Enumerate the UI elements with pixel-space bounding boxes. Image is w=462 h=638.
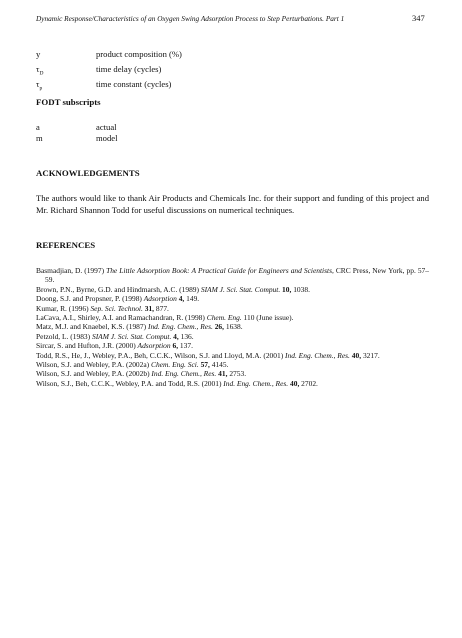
reference-journal: Ind. Eng. Chem., Res.: [285, 350, 350, 360]
reference-details: 877.: [154, 303, 169, 313]
reference-title: The Little Adsorption Book: A Practical Guide for Engineers and Scientists,: [106, 266, 334, 275]
reference-details: 2702.: [299, 378, 318, 388]
reference-item: [36, 285, 429, 294]
reference-authors: Brown, P.N., Byrne, G.D. and Hindmarsh, A.C. (1989): [36, 284, 201, 294]
reference-item: [36, 351, 429, 360]
reference-details: 1638.: [224, 322, 243, 332]
reference-authors: LaCava, A.I., Shirley, A.I. and Ramachandran, R. (1998): [36, 313, 207, 323]
reference-details: CRC Press, New York, pp. 57–59.: [45, 266, 429, 285]
running-title: Dynamic Response/Characteristics of an Oxygen Swing Adsorption Process to Step Perturbations. Part 1: [36, 14, 345, 23]
reference-item: [36, 313, 429, 322]
reference-journal: Chem. Eng. Sci.: [151, 360, 199, 370]
reference-item: [36, 332, 429, 341]
reference-volume: 40,: [349, 350, 362, 360]
fodt-subscripts-list: [36, 122, 117, 144]
acknowledgements-text: The authors would like to thank Air Products and Chemicals Inc. for their support and funding of this project and Mr. Richard Shannon Todd for useful discussions on numerical techniques.: [36, 193, 429, 215]
reference-authors: Basmadjian, D. (1997): [36, 266, 107, 275]
reference-journal: SIAM J. Sci. Stat. Comput.: [91, 331, 172, 341]
reference-authors: Petzold, L. (1983): [36, 331, 92, 341]
subscript-entry: [36, 122, 117, 133]
reference-volume: 31,: [142, 303, 155, 313]
acknowledgements-heading: ACKNOWLEDGEMENTS: [36, 168, 140, 178]
reference-journal: Ind. Eng. Chem., Res.: [151, 369, 217, 379]
reference-journal: Sep. Sci. Technol.: [90, 303, 143, 313]
nomenclature-entry: [36, 79, 182, 94]
references-heading: REFERENCES: [36, 240, 96, 250]
reference-volume: 40,: [288, 378, 300, 388]
reference-authors: Wilson, S.J., Beh, C.C.K., Webley, P.A. and Todd, R.S. (2001): [36, 378, 224, 388]
reference-details: 149.: [184, 294, 200, 304]
fodt-subscripts-heading: FODT subscripts: [36, 97, 101, 107]
reference-volume: 57,: [198, 360, 210, 370]
reference-authors: Wilson, S.J. and Webley, P.A. (2002b): [36, 369, 152, 379]
reference-volume: 6,: [170, 341, 179, 351]
reference-details: 136.: [178, 331, 194, 341]
reference-volume: 4,: [171, 331, 179, 341]
reference-journal: Adsorption: [143, 294, 177, 304]
reference-volume: 10,: [280, 284, 292, 294]
reference-authors: Kumar, R. (1996): [36, 303, 91, 313]
reference-authors: Matz, M.J. and Knaebel, K.S. (1987): [36, 322, 148, 332]
nomenclature-symbol: y: [36, 49, 41, 59]
nomenclature-entry: [36, 49, 182, 64]
reference-journal: Chem. Eng.: [206, 313, 242, 323]
reference-details: 4145.: [209, 360, 229, 370]
reference-authors: Wilson, S.J. and Webley, P.A. (2002a): [36, 360, 151, 370]
reference-item: [36, 322, 429, 331]
reference-item: [36, 360, 429, 369]
subscript-symbol: m: [36, 133, 43, 143]
reference-item: [36, 341, 429, 350]
reference-authors: Sircar, S. and Hufton, J.R. (2000): [36, 341, 138, 351]
reference-details: 1038.: [291, 284, 310, 294]
subscript-description: actual: [96, 122, 117, 132]
reference-item: [36, 379, 429, 388]
reference-journal: Ind. Eng. Chem., Res.: [223, 378, 289, 388]
subscript-entry: [36, 133, 117, 144]
nomenclature-list: [36, 49, 182, 95]
reference-details: 137.: [178, 341, 193, 351]
references-list: [36, 266, 429, 388]
reference-volume: 41,: [216, 369, 228, 379]
reference-authors: Todd, R.S., He, J., Webley, P.A., Beh, C.C.K., Wilson, S.J. and Lloyd, M.A. (2001): [36, 350, 286, 360]
nomenclature-description: product composition (%): [96, 49, 182, 59]
nomenclature-symbol: $\tau_D$: [36, 64, 44, 77]
reference-details: 2753.: [227, 369, 247, 379]
reference-item: [36, 369, 429, 378]
reference-item: [36, 304, 429, 313]
reference-item: [36, 266, 429, 285]
nomenclature-entry: [36, 64, 182, 79]
nomenclature-symbol: $\tau_p$: [36, 79, 43, 93]
nomenclature-description: time constant (cycles): [96, 79, 172, 90]
page-number: 347: [412, 13, 425, 23]
reference-details: 110 (June issue).: [241, 313, 294, 323]
reference-authors: Doong, S.J. and Propsner, P. (1998): [36, 294, 144, 304]
reference-volume: 4,: [176, 294, 185, 304]
reference-item: [36, 294, 429, 303]
reference-journal: Adsorption: [137, 341, 171, 351]
reference-volume: 26,: [212, 322, 224, 332]
reference-details: 3217.: [361, 350, 380, 360]
reference-journal: Ind. Eng. Chem., Res.: [147, 322, 213, 332]
nomenclature-description: time delay (cycles): [96, 64, 162, 75]
reference-journal: SIAM J. Sci. Stat. Comput.: [200, 284, 281, 294]
running-head: [36, 14, 428, 23]
subscript-description: model: [96, 133, 118, 143]
subscript-symbol: a: [36, 122, 40, 132]
